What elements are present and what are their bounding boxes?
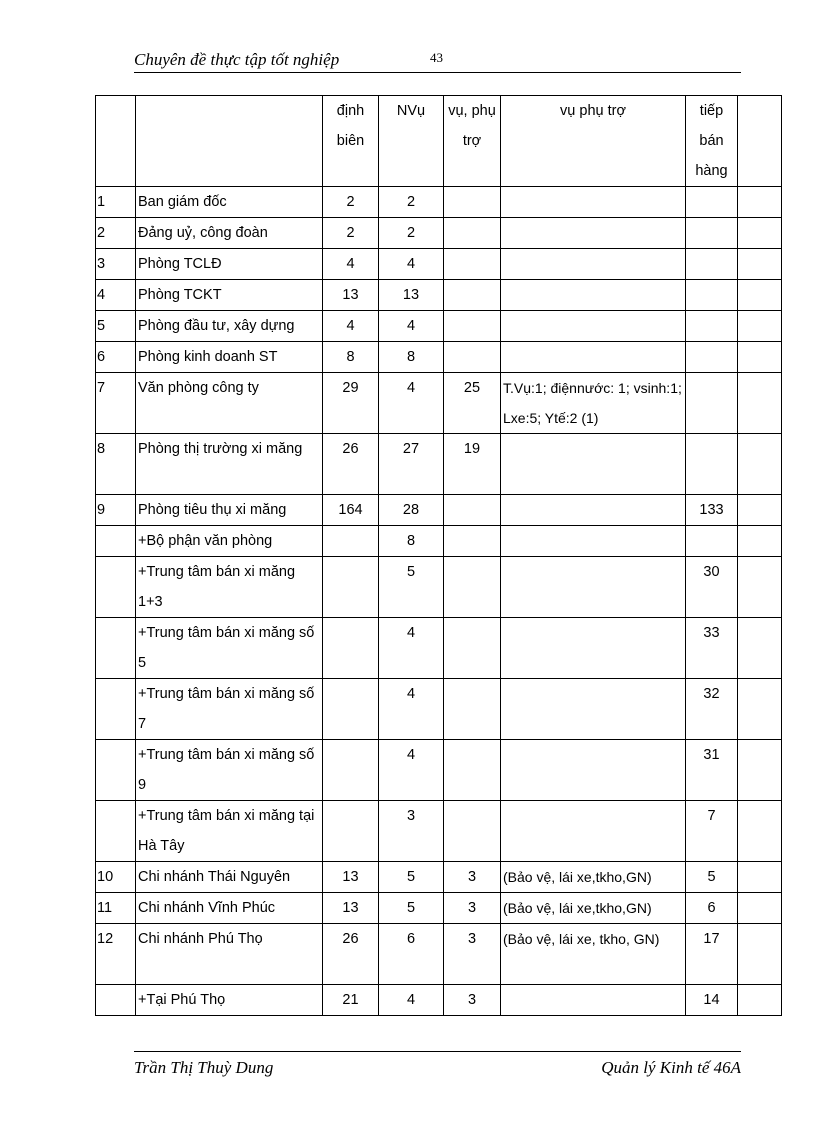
row-staff-cell: 4 xyxy=(379,618,444,679)
row-sales-cell xyxy=(686,373,738,434)
row-number-cell: 2 xyxy=(96,218,136,249)
row-staff-cell: 6 xyxy=(379,924,444,985)
empty-cell xyxy=(738,218,782,249)
row-support-count-cell xyxy=(444,526,501,557)
row-support-count-cell xyxy=(444,679,501,740)
row-sales-cell: 31 xyxy=(686,740,738,801)
staffing-table xyxy=(95,95,782,1016)
row-quota-cell xyxy=(323,679,379,740)
row-quota-cell xyxy=(323,740,379,801)
empty-cell xyxy=(738,526,782,557)
empty-cell xyxy=(738,187,782,218)
row-quota-cell xyxy=(323,618,379,679)
empty-cell xyxy=(738,280,782,311)
row-support-count-cell xyxy=(444,740,501,801)
row-staff-cell: 13 xyxy=(379,280,444,311)
row-sales-cell xyxy=(686,187,738,218)
row-number-cell: 12 xyxy=(96,924,136,985)
row-number-cell xyxy=(96,679,136,740)
row-support-detail-cell: T.Vụ:1; điệnnước: 1; vsinh:1; Lxe:5; Ytế:2 (1) xyxy=(501,373,686,434)
row-sales-cell: 14 xyxy=(686,985,738,1016)
row-support-count-cell xyxy=(444,311,501,342)
empty-cell xyxy=(738,373,782,434)
table-row xyxy=(96,862,782,893)
row-support-detail-cell xyxy=(501,187,686,218)
row-unit-cell: +Trung tâm bán xi măng số 9 xyxy=(136,740,323,801)
page-number: 43 xyxy=(430,50,443,65)
row-number-cell xyxy=(96,557,136,618)
empty-cell xyxy=(738,557,782,618)
row-quota-cell: 8 xyxy=(323,342,379,373)
row-staff-cell: 4 xyxy=(379,679,444,740)
empty-cell xyxy=(738,985,782,1016)
row-quota-cell: 2 xyxy=(323,218,379,249)
table-row xyxy=(96,280,782,311)
table-row xyxy=(96,434,782,495)
row-unit-cell: Phòng kinh doanh ST xyxy=(136,342,323,373)
row-unit-cell: +Trung tâm bán xi măng số 7 xyxy=(136,679,323,740)
row-unit-cell: Phòng đầu tư, xây dựng xyxy=(136,311,323,342)
row-unit-cell: Văn phòng công ty xyxy=(136,373,323,434)
row-number-cell xyxy=(96,526,136,557)
table-row xyxy=(96,740,782,801)
table-row xyxy=(96,249,782,280)
row-quota-cell: 2 xyxy=(323,187,379,218)
row-quota-cell: 26 xyxy=(323,924,379,985)
row-unit-cell: +Tại Phú Thọ xyxy=(136,985,323,1016)
table-row xyxy=(96,311,782,342)
row-support-detail-cell xyxy=(501,985,686,1016)
row-staff-cell: 3 xyxy=(379,801,444,862)
table-row xyxy=(96,342,782,373)
row-support-detail-cell: (Bảo vệ, lái xe,tkho,GN) xyxy=(501,862,686,893)
row-staff-cell: 4 xyxy=(379,985,444,1016)
footer-author: Trần Thị Thuỳ Dung xyxy=(134,1058,274,1077)
row-number-cell xyxy=(96,985,136,1016)
row-support-count-cell xyxy=(444,280,501,311)
row-quota-cell: 13 xyxy=(323,862,379,893)
row-sales-cell xyxy=(686,526,738,557)
row-quota-cell: 4 xyxy=(323,249,379,280)
row-support-count-cell xyxy=(444,618,501,679)
table-row xyxy=(96,893,782,924)
row-quota-cell xyxy=(323,557,379,618)
empty-cell xyxy=(738,801,782,862)
row-quota-cell: 13 xyxy=(323,280,379,311)
row-sales-cell: 17 xyxy=(686,924,738,985)
row-support-detail-cell xyxy=(501,311,686,342)
footer-course: Quản lý Kinh tế 46A xyxy=(601,1058,741,1077)
header-cell: tiếp bán hàng xyxy=(686,96,738,187)
row-sales-cell: 30 xyxy=(686,557,738,618)
row-support-count-cell xyxy=(444,801,501,862)
row-number-cell: 3 xyxy=(96,249,136,280)
row-support-detail-cell xyxy=(501,434,686,495)
empty-cell xyxy=(738,740,782,801)
empty-cell xyxy=(738,679,782,740)
row-support-detail-cell: (Bảo vệ, lái xe, tkho, GN) xyxy=(501,924,686,985)
row-unit-cell: Phòng TCKT xyxy=(136,280,323,311)
table-row xyxy=(96,526,782,557)
row-support-detail-cell xyxy=(501,618,686,679)
header-cell: NVụ xyxy=(379,96,444,187)
row-unit-cell: Phòng thị trường xi măng xyxy=(136,434,323,495)
row-unit-cell: Chi nhánh Phú Thọ xyxy=(136,924,323,985)
row-quota-cell: 21 xyxy=(323,985,379,1016)
row-number-cell xyxy=(96,740,136,801)
row-support-detail-cell xyxy=(501,280,686,311)
row-unit-cell: Phòng TCLĐ xyxy=(136,249,323,280)
row-staff-cell: 5 xyxy=(379,862,444,893)
row-staff-cell: 4 xyxy=(379,311,444,342)
header-cell xyxy=(738,96,782,187)
empty-cell xyxy=(738,249,782,280)
table-row xyxy=(96,618,782,679)
row-staff-cell: 28 xyxy=(379,495,444,526)
empty-cell xyxy=(738,311,782,342)
row-support-count-cell: 3 xyxy=(444,893,501,924)
page-header xyxy=(134,48,741,73)
row-unit-cell: +Trung tâm bán xi măng tại Hà Tây xyxy=(136,801,323,862)
empty-cell xyxy=(738,862,782,893)
empty-cell xyxy=(738,495,782,526)
row-support-detail-cell xyxy=(501,557,686,618)
row-sales-cell: 5 xyxy=(686,862,738,893)
table-row xyxy=(96,985,782,1016)
row-support-count-cell: 19 xyxy=(444,434,501,495)
row-staff-cell: 8 xyxy=(379,526,444,557)
row-unit-cell: Ban giám đốc xyxy=(136,187,323,218)
row-staff-cell: 5 xyxy=(379,893,444,924)
header-cell: định biên xyxy=(323,96,379,187)
row-support-detail-cell xyxy=(501,249,686,280)
row-unit-cell: Chi nhánh Vĩnh Phúc xyxy=(136,893,323,924)
row-support-detail-cell xyxy=(501,342,686,373)
row-support-count-cell: 3 xyxy=(444,985,501,1016)
row-staff-cell: 4 xyxy=(379,249,444,280)
table-row xyxy=(96,801,782,862)
row-number-cell: 11 xyxy=(96,893,136,924)
empty-cell xyxy=(738,342,782,373)
row-staff-cell: 2 xyxy=(379,187,444,218)
row-sales-cell xyxy=(686,249,738,280)
page-footer xyxy=(134,1051,741,1077)
row-support-count-cell: 25 xyxy=(444,373,501,434)
row-number-cell: 1 xyxy=(96,187,136,218)
row-number-cell: 10 xyxy=(96,862,136,893)
row-support-count-cell xyxy=(444,495,501,526)
row-unit-cell: +Trung tâm bán xi măng số 5 xyxy=(136,618,323,679)
row-sales-cell: 133 xyxy=(686,495,738,526)
table-row xyxy=(96,187,782,218)
row-support-count-cell: 3 xyxy=(444,862,501,893)
row-support-count-cell xyxy=(444,187,501,218)
row-support-detail-cell: (Bảo vệ, lái xe,tkho,GN) xyxy=(501,893,686,924)
empty-cell xyxy=(738,434,782,495)
row-unit-cell: Phòng tiêu thụ xi măng xyxy=(136,495,323,526)
table-row xyxy=(96,924,782,985)
row-sales-cell xyxy=(686,311,738,342)
row-quota-cell: 13 xyxy=(323,893,379,924)
row-support-count-cell xyxy=(444,342,501,373)
row-sales-cell: 6 xyxy=(686,893,738,924)
row-number-cell xyxy=(96,801,136,862)
row-number-cell xyxy=(96,618,136,679)
row-support-detail-cell xyxy=(501,218,686,249)
row-support-count-cell xyxy=(444,557,501,618)
row-quota-cell: 4 xyxy=(323,311,379,342)
row-unit-cell: +Trung tâm bán xi măng 1+3 xyxy=(136,557,323,618)
row-sales-cell xyxy=(686,280,738,311)
header-cell xyxy=(96,96,136,187)
empty-cell xyxy=(738,924,782,985)
row-unit-cell: Đảng uỷ, công đoàn xyxy=(136,218,323,249)
row-unit-cell: Chi nhánh Thái Nguyên xyxy=(136,862,323,893)
header-cell: vụ phụ trợ xyxy=(501,96,686,187)
empty-cell xyxy=(738,618,782,679)
row-staff-cell: 5 xyxy=(379,557,444,618)
table-row xyxy=(96,679,782,740)
row-quota-cell: 29 xyxy=(323,373,379,434)
row-sales-cell: 33 xyxy=(686,618,738,679)
row-support-count-cell xyxy=(444,218,501,249)
row-support-detail-cell xyxy=(501,526,686,557)
row-staff-cell: 4 xyxy=(379,740,444,801)
row-number-cell: 7 xyxy=(96,373,136,434)
header-title: Chuyên đề thực tập tốt nghiệp xyxy=(134,50,340,69)
row-number-cell: 9 xyxy=(96,495,136,526)
table-header-row xyxy=(96,96,782,187)
row-number-cell: 8 xyxy=(96,434,136,495)
table-row xyxy=(96,557,782,618)
row-staff-cell: 4 xyxy=(379,373,444,434)
row-staff-cell: 27 xyxy=(379,434,444,495)
row-staff-cell: 2 xyxy=(379,218,444,249)
row-quota-cell xyxy=(323,801,379,862)
row-support-detail-cell xyxy=(501,740,686,801)
table-row xyxy=(96,373,782,434)
empty-cell xyxy=(738,893,782,924)
row-staff-cell: 8 xyxy=(379,342,444,373)
row-sales-cell xyxy=(686,434,738,495)
row-number-cell: 4 xyxy=(96,280,136,311)
row-sales-cell xyxy=(686,342,738,373)
row-support-count-cell: 3 xyxy=(444,924,501,985)
row-number-cell: 6 xyxy=(96,342,136,373)
row-support-count-cell xyxy=(444,249,501,280)
row-unit-cell: +Bộ phận văn phòng xyxy=(136,526,323,557)
row-support-detail-cell xyxy=(501,495,686,526)
row-support-detail-cell xyxy=(501,679,686,740)
header-cell xyxy=(136,96,323,187)
table-row xyxy=(96,218,782,249)
row-sales-cell xyxy=(686,218,738,249)
row-sales-cell: 32 xyxy=(686,679,738,740)
row-quota-cell: 26 xyxy=(323,434,379,495)
header-cell: vụ, phụ trợ xyxy=(444,96,501,187)
row-number-cell: 5 xyxy=(96,311,136,342)
row-support-detail-cell xyxy=(501,801,686,862)
row-sales-cell: 7 xyxy=(686,801,738,862)
table-row xyxy=(96,495,782,526)
row-quota-cell: 164 xyxy=(323,495,379,526)
row-quota-cell xyxy=(323,526,379,557)
